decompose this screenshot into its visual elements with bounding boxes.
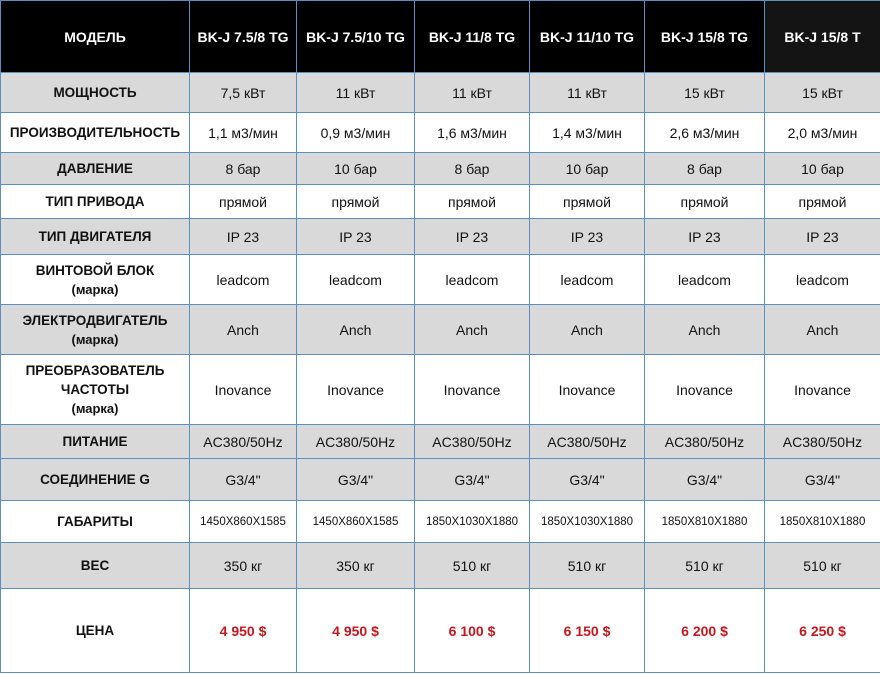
table-cell: leadcom	[415, 255, 530, 305]
header-row	[1, 1, 880, 73]
row-label-sub: (марка)	[71, 331, 119, 347]
table-row-dimensions	[1, 501, 880, 543]
table-cell: 8 бар	[415, 153, 530, 185]
table-cell: IP 23	[530, 219, 645, 255]
table-cell: AC380/50Hz	[765, 425, 880, 459]
table-cell: leadcom	[765, 255, 880, 305]
table-cell: 1850X1030X1880	[530, 501, 645, 543]
table-cell: прямой	[530, 185, 645, 219]
table-row-frequency-converter	[1, 355, 880, 425]
table-cell: прямой	[297, 185, 415, 219]
table-cell: Inovance	[645, 355, 765, 425]
table-cell: 1450X860X1585	[297, 501, 415, 543]
price-cell: 4 950 $	[297, 589, 415, 673]
table-cell: прямой	[765, 185, 880, 219]
row-label: ПИТАНИЕ	[1, 425, 190, 459]
row-label	[1, 305, 190, 355]
row-label: ТИП ДВИГАТЕЛЯ	[1, 219, 190, 255]
table-cell: 11 кВт	[297, 73, 415, 113]
row-label-main: ПРЕОБРАЗОВАТЕЛЬ ЧАСТОТЫ	[25, 363, 165, 397]
table-cell: AC380/50Hz	[190, 425, 297, 459]
table-cell: Inovance	[530, 355, 645, 425]
price-cell: 6 150 $	[530, 589, 645, 673]
table-cell: 8 бар	[190, 153, 297, 185]
table-cell: 510 кг	[645, 543, 765, 589]
table-cell: 10 бар	[530, 153, 645, 185]
table-cell: 0,9 м3/мин	[297, 113, 415, 153]
row-label: ГАБАРИТЫ	[1, 501, 190, 543]
table-cell: leadcom	[297, 255, 415, 305]
table-cell: AC380/50Hz	[645, 425, 765, 459]
table-cell: G3/4"	[645, 459, 765, 501]
row-label	[1, 355, 190, 425]
table-cell: G3/4"	[765, 459, 880, 501]
row-label-main: ВИНТОВОЙ БЛОК	[35, 262, 155, 278]
table-row-electric-motor	[1, 305, 880, 355]
row-label: ПРОИЗВОДИТЕЛЬНОСТЬ	[1, 113, 190, 153]
table-cell: 1850X1030X1880	[415, 501, 530, 543]
table-cell: G3/4"	[190, 459, 297, 501]
table-row-weight	[1, 543, 880, 589]
row-label: ЦЕНА	[1, 589, 190, 673]
table-row-screw-block	[1, 255, 880, 305]
model-header: BK-J 7.5/8 TG	[190, 1, 297, 73]
table-cell: 1450X860X1585	[190, 501, 297, 543]
table-cell: IP 23	[765, 219, 880, 255]
table-cell: AC380/50Hz	[415, 425, 530, 459]
table-cell: 1,6 м3/мин	[415, 113, 530, 153]
price-cell: 6 250 $	[765, 589, 880, 673]
model-header: BK-J 11/10 TG	[530, 1, 645, 73]
table-cell: Anch	[415, 305, 530, 355]
table-cell: 1,4 м3/мин	[530, 113, 645, 153]
table-cell: G3/4"	[415, 459, 530, 501]
table-cell: leadcom	[190, 255, 297, 305]
table-cell: 8 бар	[645, 153, 765, 185]
header-label: МОДЕЛЬ	[1, 1, 190, 73]
row-label-main: ЭЛЕКТРОДВИГАТЕЛЬ	[22, 312, 168, 328]
table-cell: 1,1 м3/мин	[190, 113, 297, 153]
table-cell: 350 кг	[190, 543, 297, 589]
table-cell: 510 кг	[415, 543, 530, 589]
table-row-price	[1, 589, 880, 673]
table-cell: 15 кВт	[645, 73, 765, 113]
table-cell: Anch	[645, 305, 765, 355]
table-cell: 510 кг	[530, 543, 645, 589]
price-cell: 4 950 $	[190, 589, 297, 673]
table-row-pressure	[1, 153, 880, 185]
table-cell: AC380/50Hz	[297, 425, 415, 459]
table-cell: 350 кг	[297, 543, 415, 589]
model-header: BK-J 15/8 TG	[645, 1, 765, 73]
table-cell: Inovance	[765, 355, 880, 425]
table-cell: 2,0 м3/мин	[765, 113, 880, 153]
table-cell: 1850X810X1880	[765, 501, 880, 543]
table-row-power	[1, 73, 880, 113]
row-label: ВЕС	[1, 543, 190, 589]
table-cell: Anch	[190, 305, 297, 355]
table-cell: 1850X810X1880	[645, 501, 765, 543]
table-cell: 2,6 м3/мин	[645, 113, 765, 153]
table-cell: 10 бар	[765, 153, 880, 185]
table-cell: leadcom	[645, 255, 765, 305]
row-label: СОЕДИНЕНИЕ G	[1, 459, 190, 501]
table-cell: Inovance	[297, 355, 415, 425]
price-cell: 6 200 $	[645, 589, 765, 673]
table-cell: IP 23	[415, 219, 530, 255]
table-cell: IP 23	[190, 219, 297, 255]
table-cell: прямой	[415, 185, 530, 219]
row-label	[1, 255, 190, 305]
row-label-sub: (марка)	[71, 281, 119, 297]
row-label-sub: (марка)	[71, 401, 119, 416]
price-cell: 6 100 $	[415, 589, 530, 673]
row-label: ТИП ПРИВОДА	[1, 185, 190, 219]
table-cell: прямой	[645, 185, 765, 219]
table-row-power-supply	[1, 425, 880, 459]
table-cell: 15 кВт	[765, 73, 880, 113]
table-row-capacity	[1, 113, 880, 153]
row-label: ДАВЛЕНИЕ	[1, 153, 190, 185]
table-cell: Anch	[765, 305, 880, 355]
table-cell: G3/4"	[297, 459, 415, 501]
table-cell: G3/4"	[530, 459, 645, 501]
table-cell: IP 23	[297, 219, 415, 255]
table-cell: 11 кВт	[415, 73, 530, 113]
table-cell: AC380/50Hz	[530, 425, 645, 459]
table-cell: Inovance	[190, 355, 297, 425]
table-cell: Anch	[297, 305, 415, 355]
model-header: BK-J 7.5/10 TG	[297, 1, 415, 73]
row-label: МОЩНОСТЬ	[1, 73, 190, 113]
table-cell: прямой	[190, 185, 297, 219]
model-header: BK-J 15/8 T	[765, 1, 880, 73]
model-header: BK-J 11/8 TG	[415, 1, 530, 73]
table-cell: 10 бар	[297, 153, 415, 185]
table-row-connection	[1, 459, 880, 501]
table-cell: 510 кг	[765, 543, 880, 589]
table-row-drive-type	[1, 185, 880, 219]
table-row-motor-type	[1, 219, 880, 255]
table-cell: Anch	[530, 305, 645, 355]
table-cell: leadcom	[530, 255, 645, 305]
table-cell: IP 23	[645, 219, 765, 255]
table-cell: Inovance	[415, 355, 530, 425]
table-cell: 7,5 кВт	[190, 73, 297, 113]
table-cell: 11 кВт	[530, 73, 645, 113]
